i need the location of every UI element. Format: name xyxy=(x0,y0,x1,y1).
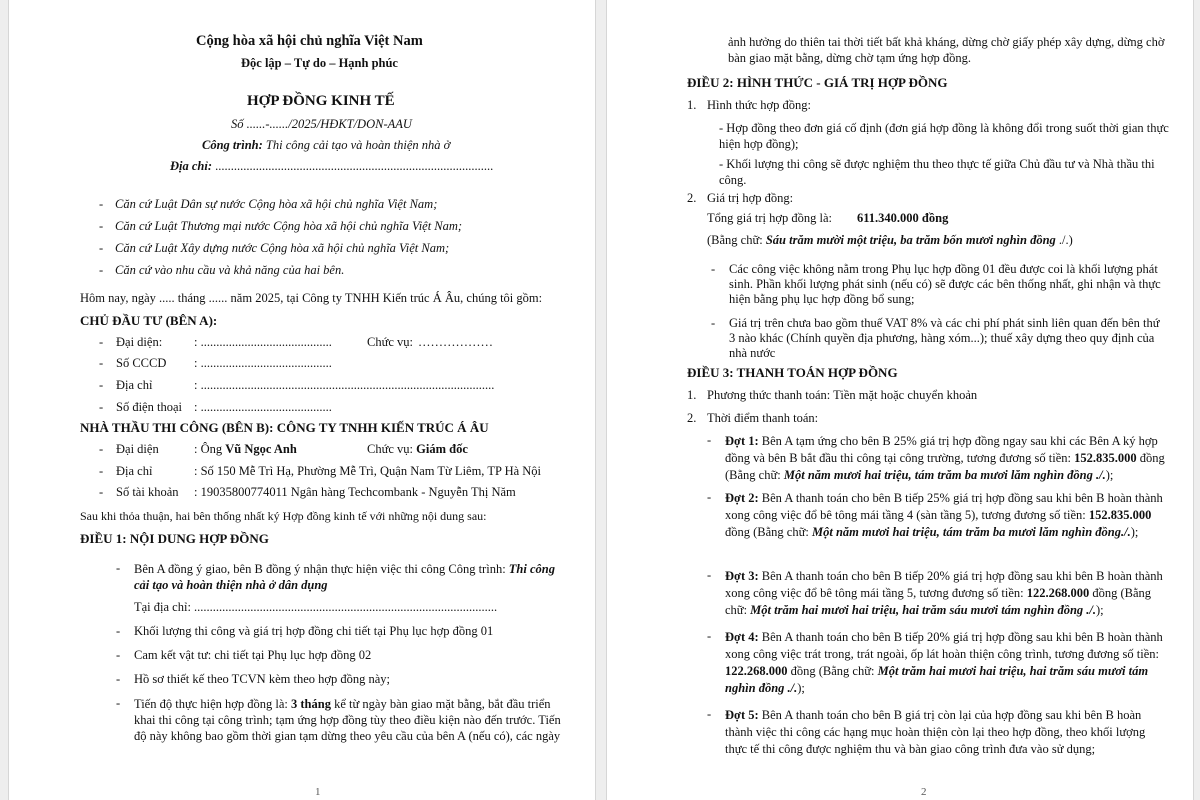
legal-basis-item: Căn cứ vào nhu cầu và khả năng của hai bên. xyxy=(115,263,345,277)
address-dots: ......................................................................................... xyxy=(215,159,494,173)
page-number: 2 xyxy=(921,786,927,798)
extra-work-note: Các công việc không nằm trong Phụ lục hợp đồng 01 đều được coi là khối lượng phát sinh. Phần khối lượng phát sinh (nếu có) sẽ được các bên thống nhất, ghi nhận và thực hiện bằng phụ lục hợp đồng bổ sung; xyxy=(729,262,1161,306)
contract-form-label: Hình thức hợp đồng: xyxy=(707,98,812,112)
party-a-phone-value: : .......................................... xyxy=(194,400,332,414)
party-b-rep-name: Vũ Ngọc Anh xyxy=(225,442,297,456)
schedule-pre: Tiến độ thực hiện hợp đồng là: xyxy=(134,697,288,711)
party-a-address-label: Địa chỉ xyxy=(116,378,153,392)
project-label: Công trình: xyxy=(202,138,263,152)
party-b-position xyxy=(367,442,468,457)
installment-words: Một trăm hai mươi hai triệu, hai trăm sáu mươi tám nghìn đồng ./. xyxy=(750,603,1097,617)
party-b-rep-label: Đại diện xyxy=(116,442,159,456)
party-b-position-value: Giám đốc xyxy=(416,442,468,456)
installment-text: Bên A thanh toán cho bên B giá trị còn lại của hợp đồng sau khi bên B hoàn thành việc thi công các hạng mục hoàn thiện còn lại theo hợp đồng, theo khối lượng thực tế thi công được nghiệm thu và bàn giao công trình đưa vào sử dụng; xyxy=(725,708,1146,756)
installment-end: ); xyxy=(1096,603,1104,617)
bullet-dash: - xyxy=(707,568,712,582)
bullet-dash: - xyxy=(99,400,104,414)
article-3-heading: ĐIỀU 3: THANH TOÁN HỢP ĐỒNG xyxy=(687,365,898,380)
bullet-dash: - xyxy=(116,624,121,638)
address-label: Địa chỉ: xyxy=(170,159,213,173)
contract-number: Số ......-....../2025/HĐKT/DON-AAU xyxy=(231,117,412,131)
installment-label: Đợt 4: xyxy=(725,630,759,644)
list-number: 1. xyxy=(687,388,697,402)
installment-text: Bên A thanh toán cho bên B tiếp 25% giá trị hợp đồng sau khi bên B hoàn thành xong công việc đổ bê tông mái tầng 4 (sàn tầng 5), tương đương số tiền: xyxy=(725,491,1163,522)
bullet-dash: - xyxy=(116,696,121,710)
contract-form-acceptance: - Khối lượng thi công sẽ được nghiệm thu theo thực tế giữa Chủ đầu tư và Nhà thầu thi công. xyxy=(719,157,1155,187)
list-number: 2. xyxy=(687,191,697,205)
payment-timing-label: Thời điểm thanh toán: xyxy=(707,411,819,425)
schedule-duration: 3 tháng xyxy=(291,697,331,711)
total-words-line xyxy=(707,233,1073,248)
scope-project: Thi công cải tạo và hoàn thiện nhà ở dân dụng xyxy=(134,562,555,592)
installment-2 xyxy=(725,490,1169,541)
bullet-dash: - xyxy=(707,490,712,504)
site-address-line xyxy=(134,600,497,615)
contract-value-label: Giá trị hợp đồng: xyxy=(707,191,794,205)
installment-end: ); xyxy=(797,681,805,695)
site-label: Tại địa chỉ: xyxy=(134,600,191,614)
national-motto: Độc lập – Tự do – Hạnh phúc xyxy=(241,56,398,70)
party-a-position-value: ……………… xyxy=(418,335,493,349)
party-a-id-label: Số CCCD xyxy=(116,356,167,370)
installment-3 xyxy=(725,568,1169,619)
bullet-dash: - xyxy=(99,485,104,499)
address-line xyxy=(170,159,493,174)
bullet-dash: - xyxy=(99,241,104,255)
installment-label: Đợt 2: xyxy=(725,491,759,505)
vat-note: Giá trị trên chưa bao gồm thuế VAT 8% và các chi phí phát sinh liên quan đến bên thứ 3 nào khác (Chính quyền địa phương, hàng xóm...); thuế xây dựng theo quy định của nhà nước xyxy=(729,316,1160,360)
installment-amount: 122.268.000 xyxy=(725,664,788,678)
page-number: 1 xyxy=(315,786,321,798)
legal-basis-item: Căn cứ Luật Xây dựng nước Cộng hòa xã hội chủ nghĩa Việt Nam; xyxy=(115,241,450,255)
bullet-dash: - xyxy=(99,219,104,233)
list-number: 2. xyxy=(687,411,697,425)
bullet-dash: - xyxy=(99,464,104,478)
payment-method: Phương thức thanh toán: Tiền mặt hoặc chuyển khoản xyxy=(707,388,978,402)
schedule-post: kể từ ngày bàn giao mặt bằng, bắt đầu triển khai thi công tại công trình; tạm ứng hợp đồng tùy theo điều kiện nào đến trước. Tiến độ này không bao gồm thời gian tạm dừng theo yêu cầu của bên A (nếu có), các ngày xyxy=(134,697,561,743)
installment-text: Bên A thanh toán cho bên B tiếp 20% giá trị hợp đồng sau khi bên B hoàn thành xong công việc đổ bê tông mái tầng 5, tương đương số tiền: xyxy=(725,569,1163,600)
installment-text: Bên A tạm ứng cho bên B 25% giá trị hợp đồng ngay sau khi các Bên A ký hợp đồng và bên B bắt đầu thi công tại công trường, tương đương số tiền: xyxy=(725,434,1158,465)
bullet-dash: - xyxy=(116,648,121,662)
total-words-pre: (Bằng chữ: xyxy=(707,233,763,247)
installment-unit: đồng (Bằng chữ: xyxy=(790,664,875,678)
party-b-heading: NHÀ THẦU THI CÔNG (BÊN B): CÔNG TY TNHH KIẾN TRÚC Á ÂU xyxy=(80,420,489,435)
bullet-dash: - xyxy=(99,197,104,211)
installment-end: ); xyxy=(1105,468,1114,482)
party-a-rep-label: Đại diện: xyxy=(116,335,163,349)
party-a-heading: CHỦ ĐẦU TƯ (BÊN A): xyxy=(80,313,218,328)
article-1-item-scope xyxy=(134,561,564,593)
party-a-phone-label: Số điện thoại xyxy=(116,400,182,414)
article-1-item-materials: Cam kết vật tư: chi tiết tại Phụ lục hợp đồng 02 xyxy=(134,648,372,662)
document-page-1 xyxy=(8,0,596,800)
intro-text: Hôm nay, ngày ..... tháng ...... năm 2025, tại Công ty TNHH Kiến trúc Á Âu, chúng tôi gồm: xyxy=(80,291,543,305)
bullet-dash: - xyxy=(707,629,712,643)
installment-5 xyxy=(725,707,1169,758)
national-header: Cộng hòa xã hội chủ nghĩa Việt Nam xyxy=(196,33,423,49)
bullet-dash: - xyxy=(99,442,104,456)
installment-amount: 152.835.000 xyxy=(1074,451,1137,465)
total-value: 611.340.000 đồng xyxy=(857,211,949,225)
party-a-position-label: Chức vụ: xyxy=(367,335,414,349)
bullet-dash: - xyxy=(99,335,104,349)
schedule-continuation: ảnh hưởng do thiên tai thời tiết bất khả kháng, dừng chờ giấy phép xây dựng, dừng chờ bàn giao mặt bằng, dừng chờ tạm ứng hợp đồng. xyxy=(728,35,1165,65)
bullet-dash: - xyxy=(99,263,104,277)
party-b-account-value: : 19035800774011 Ngân hàng Techcombank - Nguyễn Thị Năm xyxy=(194,485,516,499)
bullet-dash: - xyxy=(116,672,121,686)
site-dots: ................................................................................................. xyxy=(194,600,498,614)
contract-form-fixed-price: - Hợp đồng theo đơn giá cố định (đơn giá hợp đồng là không đổi trong suốt thời gian thực hiện hợp đồng); xyxy=(719,121,1169,151)
bullet-dash: - xyxy=(711,262,716,276)
installment-unit: đồng (Bằng chữ: xyxy=(725,451,1165,482)
installment-amount: 122.268.000 xyxy=(1026,586,1090,600)
bullet-dash: - xyxy=(99,356,104,370)
bullet-dash: - xyxy=(116,561,121,575)
installment-label: Đợt 1: xyxy=(725,434,759,448)
installment-words: Một năm mươi hai triệu, tám trăm ba mươi lăm nghìn đồng ./. xyxy=(783,468,1106,482)
bullet-dash: - xyxy=(99,378,104,392)
scope-text: Bên A đồng ý giao, bên B đồng ý nhận thực hiện việc thi công Công trình: xyxy=(134,562,506,576)
article-2-heading: ĐIỀU 2: HÌNH THỨC - GIÁ TRỊ HỢP ĐỒNG xyxy=(687,75,948,90)
article-1-heading: ĐIỀU 1: NỘI DUNG HỢP ĐỒNG xyxy=(80,531,269,546)
article-1-item-schedule xyxy=(134,696,564,744)
party-b-rep-value xyxy=(194,442,297,457)
installment-1 xyxy=(725,433,1169,484)
installment-words: Một năm mươi hai triệu, tám trăm ba mươi lăm nghìn đồng./. xyxy=(811,525,1131,539)
bullet-dash: - xyxy=(707,707,712,721)
installment-unit: đồng (Bằng chữ: xyxy=(725,586,1152,617)
installment-words: Một trăm hai mươi hai triệu, hai trăm sáu mươi tám nghìn đồng ./. xyxy=(725,664,1149,695)
party-b-rep-prefix: : Ông xyxy=(194,442,223,456)
installment-unit: đồng (Bằng chữ: xyxy=(725,525,809,539)
legal-basis-item: Căn cứ Luật Thương mại nước Cộng hòa xã hội chủ nghĩa Việt Nam; xyxy=(115,219,463,233)
party-b-account-label: Số tài khoản xyxy=(116,485,179,499)
legal-basis-item: Căn cứ Luật Dân sự nước Cộng hòa xã hội chủ nghĩa Việt Nam; xyxy=(115,197,438,211)
party-a-id-value: : .......................................... xyxy=(194,356,332,370)
bullet-dash: - xyxy=(707,433,712,447)
list-number: 1. xyxy=(687,98,697,112)
installment-text: Bên A thanh toán cho bên B tiếp 20% giá trị hợp đồng sau khi bên B hoàn thành xong công việc trát trong, trát ngoài, ốp lát hoàn thiện công trình, tương đương số tiền: xyxy=(725,630,1163,661)
project-value: Thi công cải tạo và hoàn thiện nhà ở xyxy=(265,138,451,152)
party-a-address-value: : .............................................................................................. xyxy=(194,378,495,392)
bullet-dash: - xyxy=(711,316,716,330)
article-1-item-design: Hồ sơ thiết kế theo TCVN kèm theo hợp đồng này; xyxy=(134,672,391,686)
installment-label: Đợt 5: xyxy=(725,708,759,722)
party-b-address-value: : Số 150 Mễ Trì Hạ, Phường Mễ Trì, Quận Nam Từ Liêm, TP Hà Nội xyxy=(194,464,542,478)
party-b-position-label: Chức vụ: xyxy=(367,442,414,456)
total-words: Sáu trăm mười một triệu, ba trăm bốn mươi nghìn đồng xyxy=(765,233,1056,247)
contract-title: HỢP ĐỒNG KINH TẾ xyxy=(247,93,395,109)
party-a-rep-value: : .......................................... xyxy=(194,335,332,349)
project-line xyxy=(202,138,450,153)
agreement-text: Sau khi thỏa thuận, hai bên thống nhất ký Hợp đồng kinh tế với những nội dung sau: xyxy=(80,509,487,523)
installment-4 xyxy=(725,629,1169,697)
total-value-label: Tổng giá trị hợp đồng là: xyxy=(707,211,832,225)
installment-label: Đợt 3: xyxy=(725,569,759,583)
installment-end: ); xyxy=(1130,525,1139,539)
party-b-address-label: Địa chỉ xyxy=(116,464,153,478)
document-page-2 xyxy=(606,0,1194,800)
total-words-post: ./.) xyxy=(1058,233,1073,247)
article-1-item-volume: Khối lượng thi công và giá trị hợp đồng chi tiết tại Phụ lục hợp đồng 01 xyxy=(134,624,494,638)
installment-amount: 152.835.000 xyxy=(1088,508,1152,522)
